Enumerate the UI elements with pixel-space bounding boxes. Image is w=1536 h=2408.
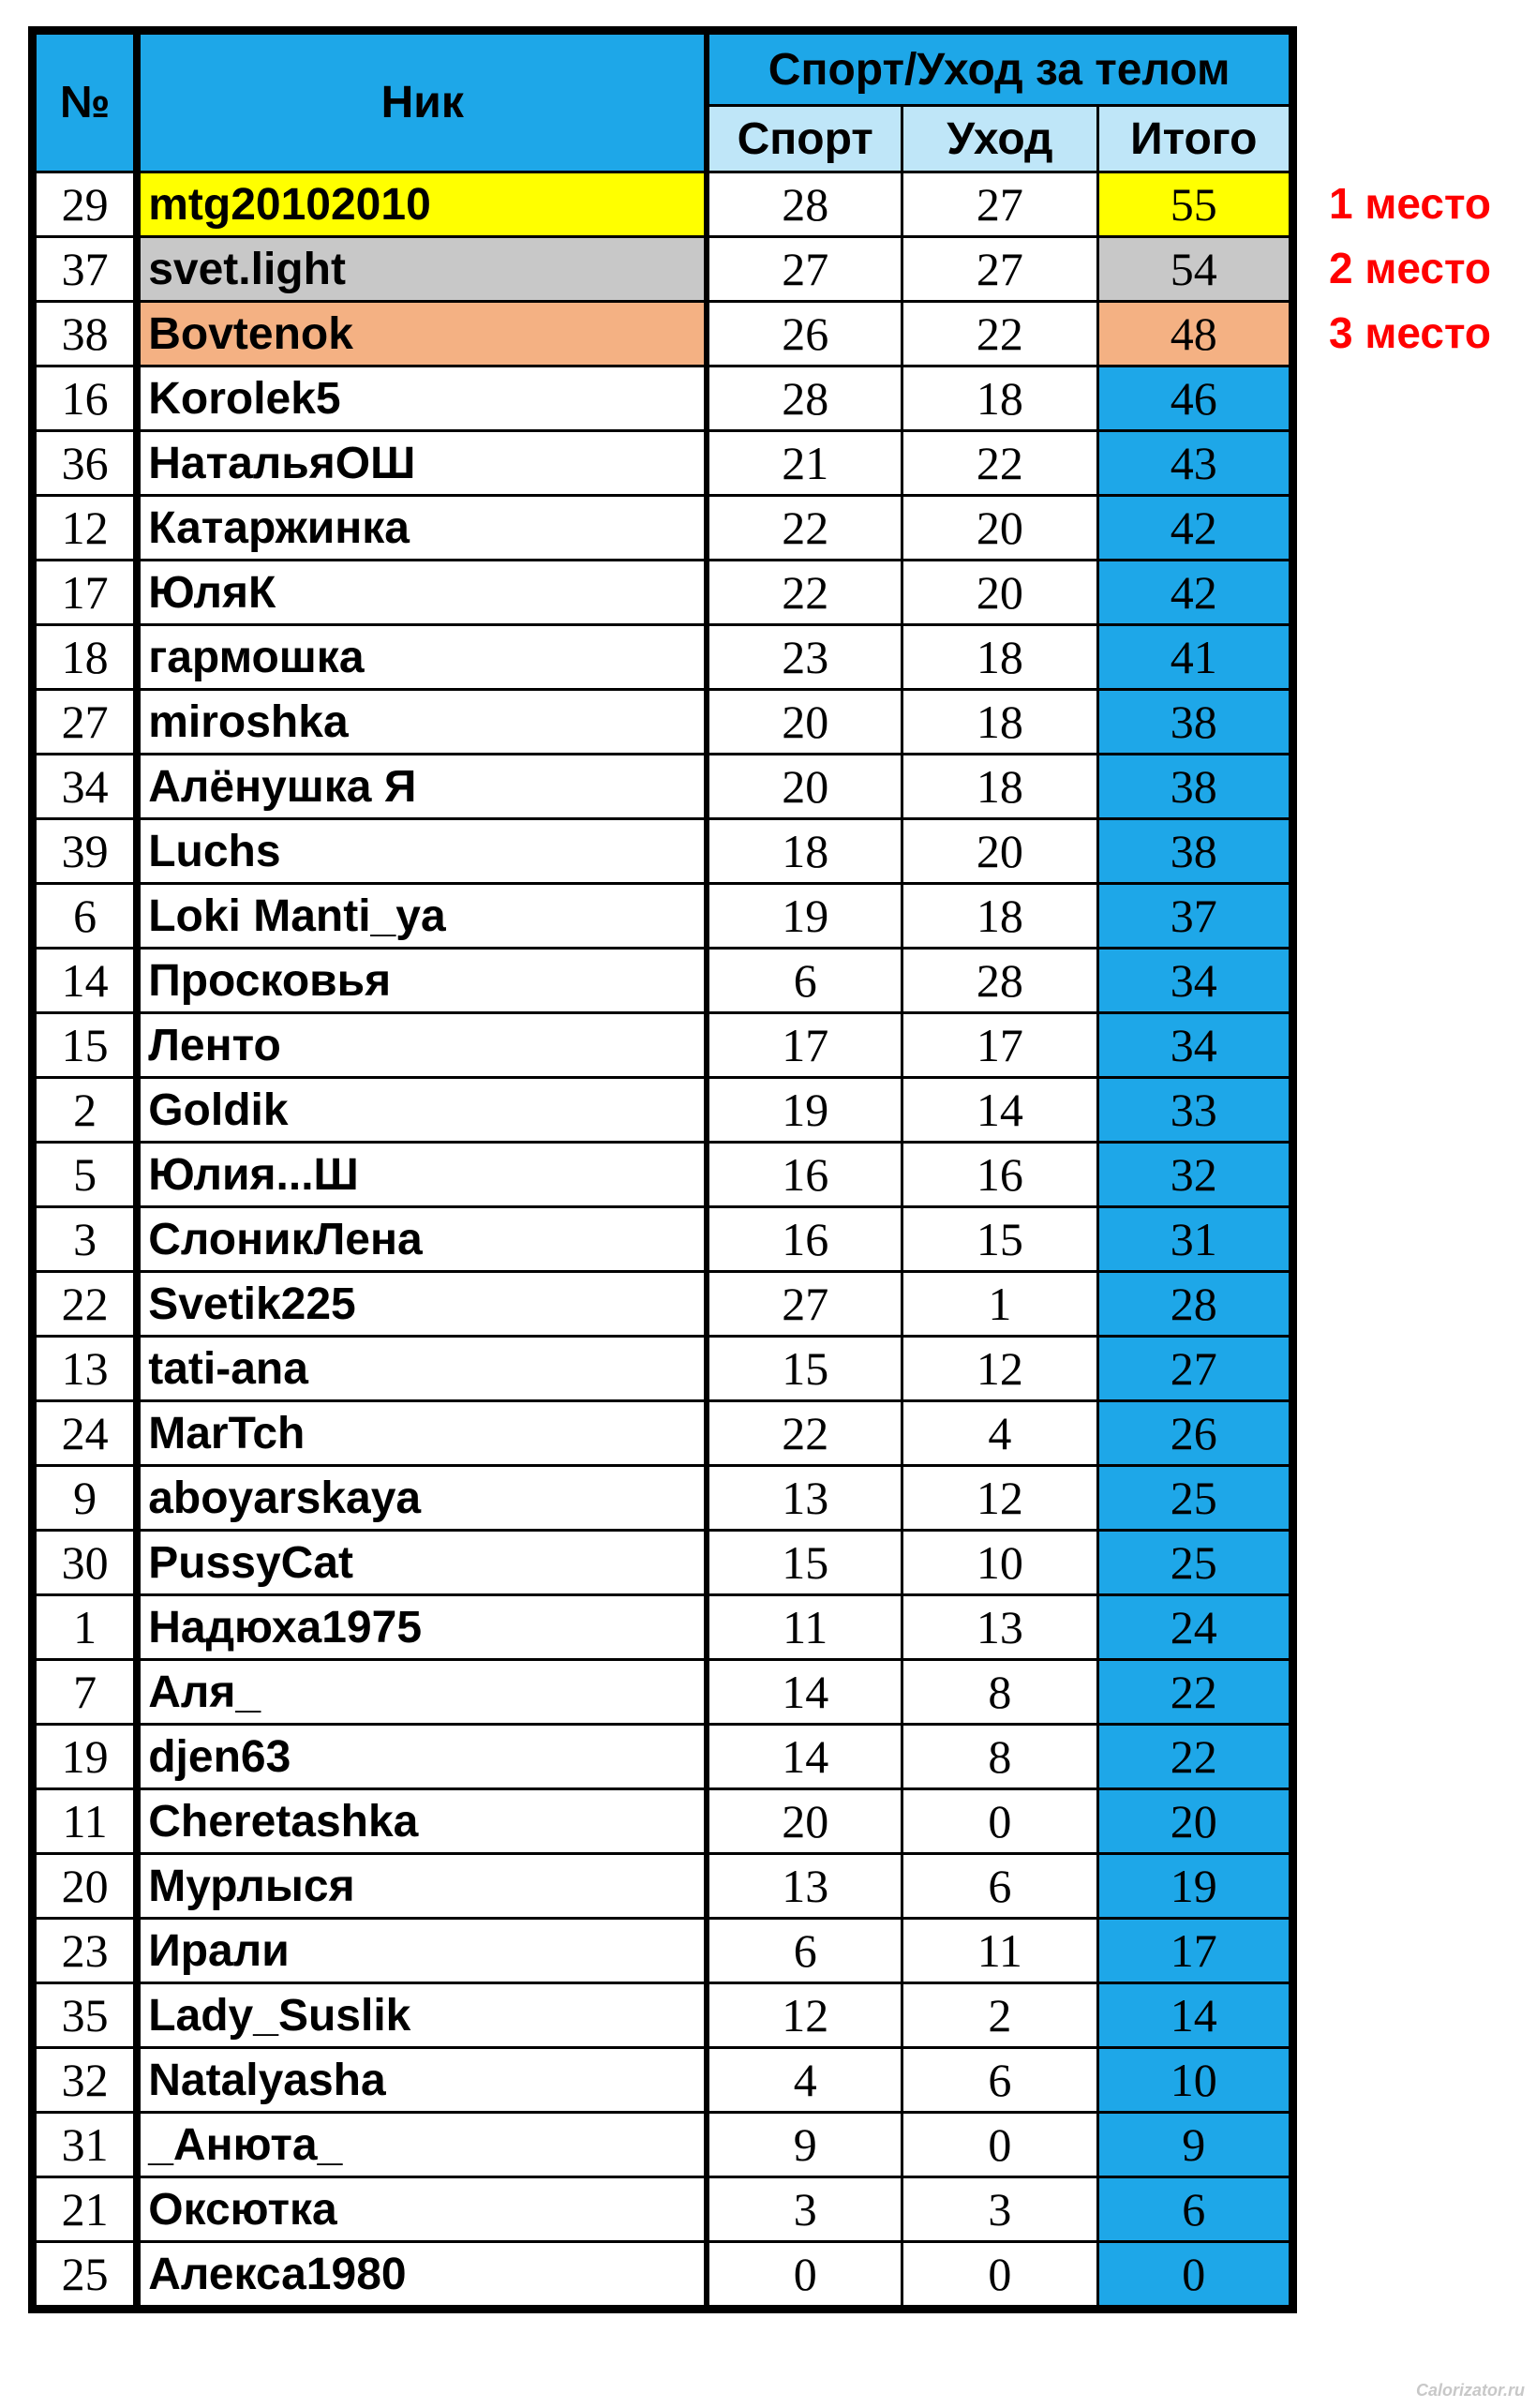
- row-nick: Svetik225: [137, 1272, 707, 1337]
- row-sport: 19: [707, 1078, 902, 1143]
- row-care: 28: [902, 949, 1097, 1013]
- table-row: [36, 1595, 1290, 1660]
- row-total: 33: [1097, 1078, 1290, 1143]
- row-total: 25: [1097, 1466, 1290, 1531]
- table-row: [36, 690, 1290, 755]
- row-nick: PussyCat: [137, 1531, 707, 1595]
- row-care: 17: [902, 1013, 1097, 1078]
- table-row: [36, 172, 1290, 237]
- row-nick: Loki Manti_ya: [137, 884, 707, 949]
- row-nick: tati-ana: [137, 1337, 707, 1401]
- row-number: 20: [36, 1854, 138, 1919]
- row-care: 27: [902, 172, 1097, 237]
- row-care: 20: [902, 496, 1097, 561]
- row-number: 27: [36, 690, 138, 755]
- watermark: Calorizator.ru: [1415, 2381, 1525, 2400]
- row-sport: 28: [707, 172, 902, 237]
- row-sport: 11: [707, 1595, 902, 1660]
- row-nick: Оксютка: [137, 2177, 707, 2242]
- table-row: [36, 1919, 1290, 1983]
- row-care: 11: [902, 1919, 1097, 1983]
- row-sport: 28: [707, 366, 902, 431]
- table-row: [36, 1272, 1290, 1337]
- row-number: 29: [36, 172, 138, 237]
- row-number: 5: [36, 1143, 138, 1207]
- row-care: 12: [902, 1466, 1097, 1531]
- row-care: 18: [902, 690, 1097, 755]
- row-number: 31: [36, 2113, 138, 2177]
- row-number: 2: [36, 1078, 138, 1143]
- table-row: [36, 1143, 1290, 1207]
- row-sport: 0: [707, 2242, 902, 2307]
- row-sport: 23: [707, 625, 902, 690]
- row-nick: Luchs: [137, 819, 707, 884]
- row-sport: 14: [707, 1660, 902, 1725]
- row-number: 7: [36, 1660, 138, 1725]
- row-total: 17: [1097, 1919, 1290, 1983]
- row-nick: Ленто: [137, 1013, 707, 1078]
- row-total: 19: [1097, 1854, 1290, 1919]
- row-nick: Cheretashka: [137, 1789, 707, 1854]
- table-row: [36, 1078, 1290, 1143]
- row-number: 15: [36, 1013, 138, 1078]
- row-number: 35: [36, 1983, 138, 2048]
- row-number: 23: [36, 1919, 138, 1983]
- row-nick: svet.light: [137, 237, 707, 302]
- row-number: 34: [36, 755, 138, 819]
- row-total: 34: [1097, 1013, 1290, 1078]
- row-care: 3: [902, 2177, 1097, 2242]
- row-number: 19: [36, 1725, 138, 1789]
- row-number: 21: [36, 2177, 138, 2242]
- row-care: 14: [902, 1078, 1097, 1143]
- row-nick: СлоникЛена: [137, 1207, 707, 1272]
- row-care: 22: [902, 302, 1097, 366]
- table-row: [36, 1725, 1290, 1789]
- row-care: 6: [902, 2048, 1097, 2113]
- row-nick: Natalyasha: [137, 2048, 707, 2113]
- row-sport: 19: [707, 884, 902, 949]
- row-sport: 21: [707, 431, 902, 496]
- row-nick: Lady_Suslik: [137, 1983, 707, 2048]
- row-sport: 3: [707, 2177, 902, 2242]
- row-number: 1: [36, 1595, 138, 1660]
- table-row: [36, 2242, 1290, 2307]
- table-row: [36, 496, 1290, 561]
- row-nick: Мурлыся: [137, 1854, 707, 1919]
- row-nick: mtg20102010: [137, 172, 707, 237]
- row-nick: Надюха1975: [137, 1595, 707, 1660]
- row-number: 37: [36, 237, 138, 302]
- row-sport: 20: [707, 755, 902, 819]
- table-row: [36, 1207, 1290, 1272]
- table-row: [36, 625, 1290, 690]
- row-total: 25: [1097, 1531, 1290, 1595]
- place-label: 3 место: [1329, 308, 1491, 357]
- row-sport: 9: [707, 2113, 902, 2177]
- row-nick: гармошка: [137, 625, 707, 690]
- row-total: 41: [1097, 625, 1290, 690]
- row-total: 55: [1097, 172, 1290, 237]
- row-number: 9: [36, 1466, 138, 1531]
- row-number: 3: [36, 1207, 138, 1272]
- row-sport: 26: [707, 302, 902, 366]
- row-number: 12: [36, 496, 138, 561]
- table-row: [36, 1337, 1290, 1401]
- header-nick: Ник: [137, 34, 707, 172]
- row-sport: 15: [707, 1337, 902, 1401]
- row-number: 22: [36, 1272, 138, 1337]
- row-total: 42: [1097, 561, 1290, 625]
- row-sport: 20: [707, 1789, 902, 1854]
- row-sport: 12: [707, 1983, 902, 2048]
- row-sport: 15: [707, 1531, 902, 1595]
- place-label: 1 место: [1329, 179, 1491, 228]
- table-row: [36, 302, 1290, 366]
- row-total: 38: [1097, 690, 1290, 755]
- row-care: 0: [902, 2242, 1097, 2307]
- row-number: 11: [36, 1789, 138, 1854]
- row-care: 18: [902, 884, 1097, 949]
- row-number: 18: [36, 625, 138, 690]
- row-number: 38: [36, 302, 138, 366]
- row-total: 14: [1097, 1983, 1290, 2048]
- row-care: 16: [902, 1143, 1097, 1207]
- row-number: 36: [36, 431, 138, 496]
- row-care: 10: [902, 1531, 1097, 1595]
- row-total: 54: [1097, 237, 1290, 302]
- row-nick: Юлия...Ш: [137, 1143, 707, 1207]
- row-care: 4: [902, 1401, 1097, 1466]
- place-label: 2 место: [1329, 244, 1491, 292]
- table-row: [36, 366, 1290, 431]
- row-care: 13: [902, 1595, 1097, 1660]
- row-total: 32: [1097, 1143, 1290, 1207]
- row-total: 37: [1097, 884, 1290, 949]
- row-total: 24: [1097, 1595, 1290, 1660]
- row-total: 9: [1097, 2113, 1290, 2177]
- row-care: 18: [902, 366, 1097, 431]
- row-care: 6: [902, 1854, 1097, 1919]
- row-care: 1: [902, 1272, 1097, 1337]
- row-nick: djen63: [137, 1725, 707, 1789]
- row-number: 6: [36, 884, 138, 949]
- row-sport: 17: [707, 1013, 902, 1078]
- table-row: [36, 1854, 1290, 1919]
- row-sport: 27: [707, 1272, 902, 1337]
- row-number: 16: [36, 366, 138, 431]
- row-care: 20: [902, 561, 1097, 625]
- table-row: [36, 1660, 1290, 1725]
- row-sport: 16: [707, 1143, 902, 1207]
- row-total: 27: [1097, 1337, 1290, 1401]
- row-sport: 20: [707, 690, 902, 755]
- row-total: 43: [1097, 431, 1290, 496]
- row-nick: Bovtenok: [137, 302, 707, 366]
- row-nick: Катаржинка: [137, 496, 707, 561]
- row-care: 8: [902, 1660, 1097, 1725]
- row-total: 0: [1097, 2242, 1290, 2307]
- row-sport: 13: [707, 1466, 902, 1531]
- row-nick: ЮляК: [137, 561, 707, 625]
- row-total: 26: [1097, 1401, 1290, 1466]
- row-number: 17: [36, 561, 138, 625]
- row-sport: 27: [707, 237, 902, 302]
- row-care: 27: [902, 237, 1097, 302]
- row-sport: 22: [707, 496, 902, 561]
- table-row: [36, 1531, 1290, 1595]
- row-nick: aboyarskaya: [137, 1466, 707, 1531]
- row-care: 8: [902, 1725, 1097, 1789]
- table-row: [36, 1013, 1290, 1078]
- row-total: 10: [1097, 2048, 1290, 2113]
- row-nick: Korolek5: [137, 366, 707, 431]
- table-row: [36, 2177, 1290, 2242]
- row-sport: 16: [707, 1207, 902, 1272]
- table-row: [36, 755, 1290, 819]
- table-row: [36, 237, 1290, 302]
- table-row: [36, 1789, 1290, 1854]
- header-total: Итого: [1097, 106, 1290, 172]
- row-nick: Алекса1980: [137, 2242, 707, 2307]
- table-row: [36, 2113, 1290, 2177]
- row-total: 28: [1097, 1272, 1290, 1337]
- results-table: [28, 26, 1297, 2313]
- row-sport: 18: [707, 819, 902, 884]
- header-care: Уход: [902, 106, 1097, 172]
- row-total: 34: [1097, 949, 1290, 1013]
- row-nick: Аля_: [137, 1660, 707, 1725]
- row-number: 39: [36, 819, 138, 884]
- table-row: [36, 561, 1290, 625]
- row-nick: Ирали: [137, 1919, 707, 1983]
- row-nick: Просковья: [137, 949, 707, 1013]
- row-number: 25: [36, 2242, 138, 2307]
- header-group: Спорт/Уход за телом: [707, 34, 1290, 106]
- row-care: 0: [902, 1789, 1097, 1854]
- row-sport: 22: [707, 561, 902, 625]
- row-number: 24: [36, 1401, 138, 1466]
- row-sport: 4: [707, 2048, 902, 2113]
- row-nick: MarTch: [137, 1401, 707, 1466]
- row-number: 14: [36, 949, 138, 1013]
- row-sport: 6: [707, 949, 902, 1013]
- row-total: 38: [1097, 819, 1290, 884]
- row-number: 32: [36, 2048, 138, 2113]
- header-sport: Спорт: [707, 106, 902, 172]
- row-total: 46: [1097, 366, 1290, 431]
- header-number: №: [36, 34, 138, 172]
- row-total: 22: [1097, 1725, 1290, 1789]
- row-total: 20: [1097, 1789, 1290, 1854]
- row-sport: 14: [707, 1725, 902, 1789]
- row-care: 22: [902, 431, 1097, 496]
- table-row: [36, 884, 1290, 949]
- row-care: 18: [902, 625, 1097, 690]
- row-sport: 6: [707, 1919, 902, 1983]
- row-sport: 22: [707, 1401, 902, 1466]
- row-total: 22: [1097, 1660, 1290, 1725]
- row-sport: 13: [707, 1854, 902, 1919]
- row-nick: miroshka: [137, 690, 707, 755]
- row-care: 2: [902, 1983, 1097, 2048]
- table-row: [36, 949, 1290, 1013]
- row-total: 42: [1097, 496, 1290, 561]
- row-nick: _Анюта_: [137, 2113, 707, 2177]
- row-total: 38: [1097, 755, 1290, 819]
- row-care: 18: [902, 755, 1097, 819]
- row-number: 30: [36, 1531, 138, 1595]
- row-care: 0: [902, 2113, 1097, 2177]
- table-row: [36, 431, 1290, 496]
- row-care: 12: [902, 1337, 1097, 1401]
- table-row: [36, 819, 1290, 884]
- row-care: 15: [902, 1207, 1097, 1272]
- row-nick: Goldik: [137, 1078, 707, 1143]
- table-row: [36, 1401, 1290, 1466]
- row-nick: НатальяОШ: [137, 431, 707, 496]
- row-care: 20: [902, 819, 1097, 884]
- row-total: 48: [1097, 302, 1290, 366]
- table-row: [36, 1983, 1290, 2048]
- row-nick: Алёнушка Я: [137, 755, 707, 819]
- table-body: [36, 172, 1290, 2307]
- row-total: 31: [1097, 1207, 1290, 1272]
- row-number: 13: [36, 1337, 138, 1401]
- row-total: 6: [1097, 2177, 1290, 2242]
- table-row: [36, 1466, 1290, 1531]
- table-row: [36, 2048, 1290, 2113]
